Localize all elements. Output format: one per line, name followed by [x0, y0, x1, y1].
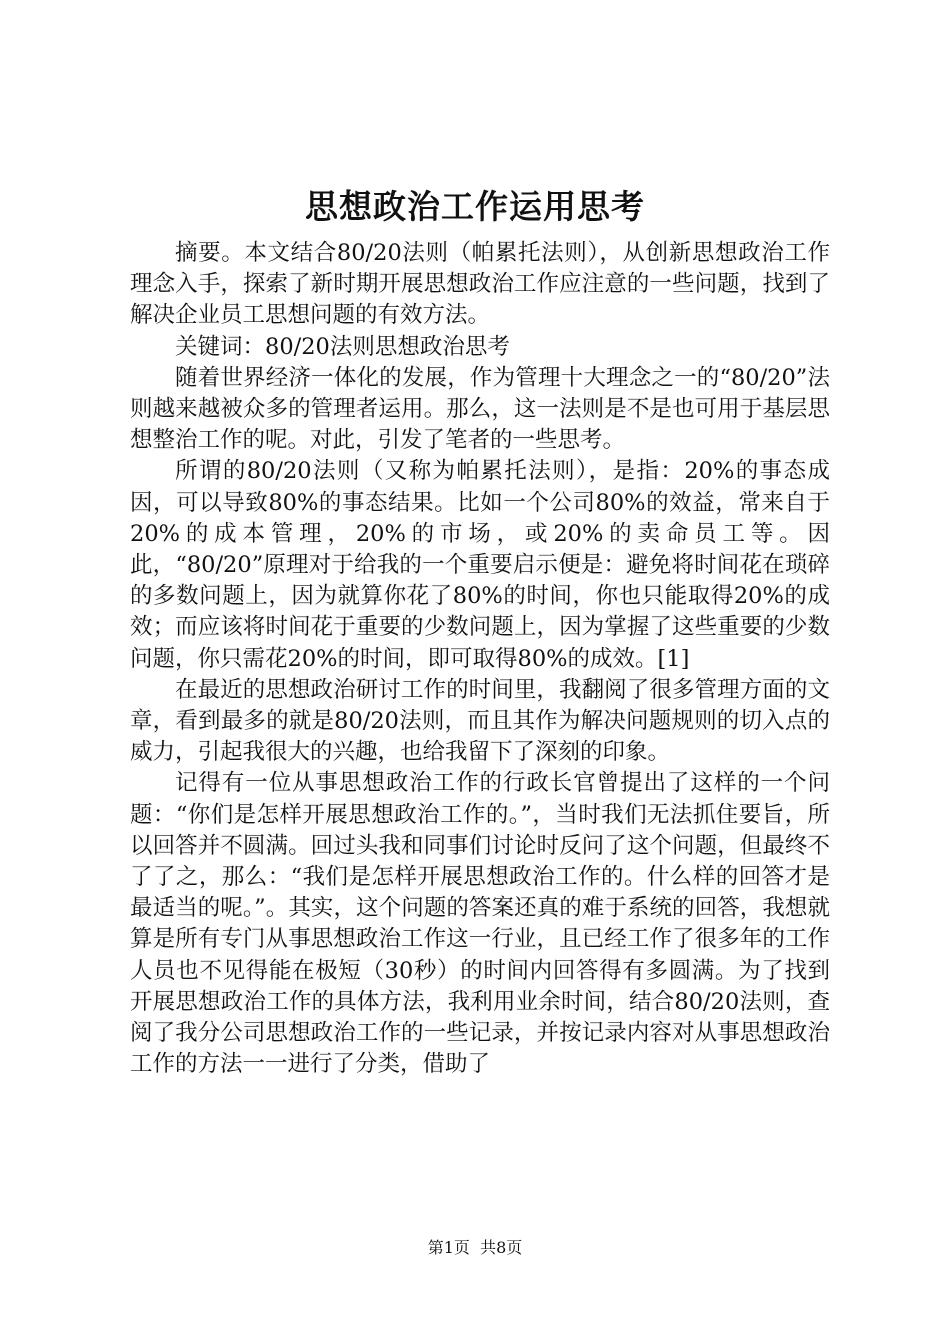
- document-body: [130, 238, 830, 1080]
- page-footer: [0, 1236, 950, 1260]
- page-number-label: 第1页 共8页: [427, 1238, 523, 1257]
- document-title: 思想政治工作运用思考: [305, 187, 645, 226]
- body-paragraph: 记得有一位从事思想政治工作的行政长官曾提出了这样的一个问题：“你们是怎样开展思想政治工作的。”，当时我们无法抓住要旨，所以回答并不圆满。回过头我和同事们讨论时反问了这个问题，但最终不了了之，那么：“我们是怎样开展思想政治工作的。什么样的回答才是最适当的呢。”。其实，这个问题的答案还真的难于系统的回答，我想就算是所有专门从事思想政治工作这一行业，且已经工作了很多年的工作人员也不见得能在极短（30秒）的时间内回答得有多圆满。为了找到开展思想政治工作的具体方法，我利用业余时间，结合80/20法则，查阅了我分公司思想政治工作的一些记录，并按记录内容对从事思想政治工作的方法一一进行了分类，借助了: [130, 770, 830, 1078]
- keywords-paragraph: 关键词：80/20法则思想政治思考: [175, 333, 510, 360]
- abstract-paragraph: 摘要。本文结合80/20法则（帕累托法则），从创新思想政治工作理念入手，探索了新时期开展思想政治工作应注意的一些问题，找到了解决企业员工思想问题的有效方法。: [130, 240, 830, 329]
- body-paragraph: 所谓的80/20法则（又称为帕累托法则），是指：20%的事态成因，可以导致80%的事态结果。比如一个公司80%的效益，常来自于20%的成本管理，20%的市场，或20%的卖命员工等。因此，“80/20”原理对于给我的一个重要启示便是：避免将时间花在琐碎的多数问题上，因为就算你花了80%的时间，你也只能取得20%的成效；而应该将时间花于重要的少数问题上，因为掌握了这些重要的少数问题，你只需花20%的时间，即可取得80%的成效。[1]: [130, 458, 830, 672]
- body-paragraph: 随着世界经济一体化的发展，作为管理十大理念之一的“80/20”法则越来越被众多的管理者运用。那么，这一法则是不是也可用于基层思想整治工作的呢。对此，引发了笔者的一些思考。: [130, 364, 830, 454]
- body-paragraph: 在最近的思想政治研讨工作的时间里，我翻阅了很多管理方面的文章，看到最多的就是80/20法则，而且其作为解决问题规则的切入点的威力，引起我很大的兴趣，也给我留下了深刻的印象。: [130, 676, 830, 766]
